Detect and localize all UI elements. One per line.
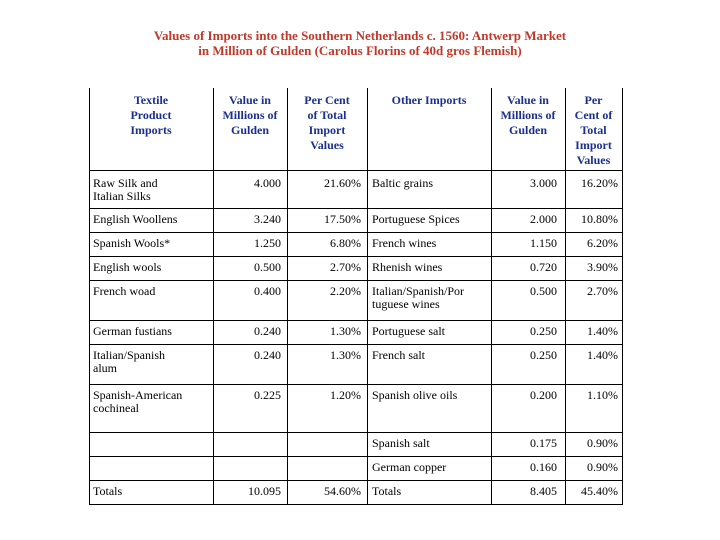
cell-other <box>372 285 490 311</box>
row-border <box>89 208 623 209</box>
cell-line: German copper <box>372 460 447 474</box>
cell-line: German fustians <box>93 324 172 338</box>
header-pct-left <box>287 93 367 153</box>
header-line: Imports <box>130 123 172 137</box>
header-line: Cent of <box>574 108 613 122</box>
header-line: Textile <box>133 93 169 107</box>
header-line: Other Imports <box>391 93 467 107</box>
title-line-1: Values of Imports into the Southern Netherlands c. 1560: Antwerp Market <box>153 28 567 43</box>
cell-textile <box>93 237 211 250</box>
cell-value: 1.250 <box>254 236 281 250</box>
row-border <box>89 256 623 257</box>
header-line: Values <box>576 153 611 167</box>
cell-line: cochineal <box>93 401 139 415</box>
cell-ovalue: 0.720 <box>530 260 557 274</box>
cell-ovalue: 0.250 <box>530 348 557 362</box>
cell-opct: 6.20% <box>587 236 618 250</box>
cell-line: Rhenish wines <box>372 260 443 274</box>
cell-other <box>372 389 490 402</box>
row-border <box>89 320 623 321</box>
header-textile <box>89 93 213 138</box>
cell-line: Spanish Wools* <box>93 236 171 250</box>
cell-opct: 16.20% <box>581 176 618 190</box>
header-line: Values <box>310 138 344 152</box>
column-border <box>622 88 623 504</box>
row-border <box>89 170 623 171</box>
cell-line: French woad <box>93 284 156 298</box>
cell-ovalue: 2.000 <box>530 212 557 226</box>
cell-pct: 1.30% <box>330 348 361 362</box>
cell-textile <box>93 389 211 415</box>
cell-ovalue: 0.175 <box>530 436 557 450</box>
cell-other <box>372 261 490 274</box>
cell-textile <box>93 261 211 274</box>
cell-other <box>372 237 490 250</box>
cell-value: 0.500 <box>254 260 281 274</box>
cell-opct: 2.70% <box>587 284 618 298</box>
row-border <box>89 344 623 345</box>
cell-opct: 1.40% <box>587 348 618 362</box>
cell-line: Italian Silks <box>93 189 151 203</box>
header-pct-right <box>565 93 622 168</box>
cell-other <box>372 213 490 226</box>
cell-opct: 45.40% <box>581 484 618 498</box>
header-line: Millions of <box>500 108 556 122</box>
cell-textile <box>93 213 211 226</box>
cell-value: 4.000 <box>254 176 281 190</box>
cell-other <box>372 485 490 498</box>
header-line: Total <box>580 123 607 137</box>
cell-line: Totals <box>93 484 123 498</box>
header-line: Product <box>130 108 172 122</box>
header-line: Value in <box>229 93 271 107</box>
cell-pct: 6.80% <box>330 236 361 250</box>
cell-pct: 1.30% <box>330 324 361 338</box>
cell-other <box>372 437 490 450</box>
header-line: Value in <box>507 93 549 107</box>
cell-line: Totals <box>372 484 402 498</box>
cell-line: Spanish-American <box>93 388 183 402</box>
cell-line: Spanish olive oils <box>372 388 458 402</box>
cell-line: Portuguese Spices <box>372 212 460 226</box>
cell-value: 3.240 <box>254 212 281 226</box>
header-other <box>367 93 491 108</box>
header-line: Gulden <box>230 123 269 137</box>
cell-ovalue: 0.160 <box>530 460 557 474</box>
title-line-2: in Million of Gulden (Carolus Florins of 40d gros Flemish) <box>198 43 522 58</box>
header-line: Per Cent <box>304 93 350 107</box>
row-border <box>89 456 623 457</box>
cell-line: Baltic grains <box>372 176 433 190</box>
cell-ovalue: 0.500 <box>530 284 557 298</box>
cell-opct: 0.90% <box>587 460 618 474</box>
header-line: Per <box>584 93 603 107</box>
cell-value: 0.400 <box>254 284 281 298</box>
cell-opct: 10.80% <box>581 212 618 226</box>
header-value-left <box>213 93 287 138</box>
imports-table <box>89 88 622 504</box>
cell-textile <box>93 177 211 203</box>
cell-line: tuguese wines <box>372 297 440 311</box>
cell-line: alum <box>93 361 117 375</box>
cell-textile <box>93 325 211 338</box>
cell-ovalue: 3.000 <box>530 176 557 190</box>
cell-ovalue: 0.250 <box>530 324 557 338</box>
cell-ovalue: 0.200 <box>530 388 557 402</box>
cell-value: 0.240 <box>254 348 281 362</box>
cell-value: 10.095 <box>248 484 281 498</box>
column-border <box>89 88 90 504</box>
row-border <box>89 232 623 233</box>
row-border <box>89 384 623 385</box>
cell-ovalue: 1.150 <box>530 236 557 250</box>
cell-line: English Woollens <box>93 212 178 226</box>
cell-other <box>372 325 490 338</box>
row-border <box>89 432 623 433</box>
cell-line: English wools <box>93 260 162 274</box>
cell-textile <box>93 285 211 298</box>
cell-opct: 1.10% <box>587 388 618 402</box>
header-line: of Total <box>307 108 347 122</box>
header-line: Gulden <box>508 123 547 137</box>
cell-pct: 1.20% <box>330 388 361 402</box>
cell-line: Spanish salt <box>372 436 430 450</box>
cell-pct: 2.20% <box>330 284 361 298</box>
cell-value: 0.240 <box>254 324 281 338</box>
header-line: Import <box>308 123 346 137</box>
row-border <box>89 280 623 281</box>
cell-pct: 21.60% <box>324 176 361 190</box>
cell-line: Portuguese salt <box>372 324 445 338</box>
cell-ovalue: 8.405 <box>530 484 557 498</box>
cell-textile <box>93 485 211 498</box>
cell-textile <box>93 349 211 375</box>
cell-line: Raw Silk and <box>93 176 158 190</box>
header-value-right <box>491 93 565 138</box>
table-title <box>0 28 720 58</box>
cell-line: French wines <box>372 236 437 250</box>
header-line: Millions of <box>222 108 278 122</box>
cell-opct: 3.90% <box>587 260 618 274</box>
cell-line: Italian/Spanish/Por <box>372 284 464 298</box>
cell-opct: 0.90% <box>587 436 618 450</box>
cell-pct: 54.60% <box>324 484 361 498</box>
cell-other <box>372 349 490 362</box>
cell-pct: 17.50% <box>324 212 361 226</box>
cell-other <box>372 177 490 190</box>
cell-other <box>372 461 490 474</box>
cell-pct: 2.70% <box>330 260 361 274</box>
header-line: Import <box>575 138 612 152</box>
column-border <box>367 88 368 504</box>
cell-line: Italian/Spanish <box>93 348 165 362</box>
cell-value: 0.225 <box>254 388 281 402</box>
row-border <box>89 480 623 481</box>
cell-line: French salt <box>372 348 425 362</box>
cell-opct: 1.40% <box>587 324 618 338</box>
table-bottom-border <box>89 504 623 505</box>
